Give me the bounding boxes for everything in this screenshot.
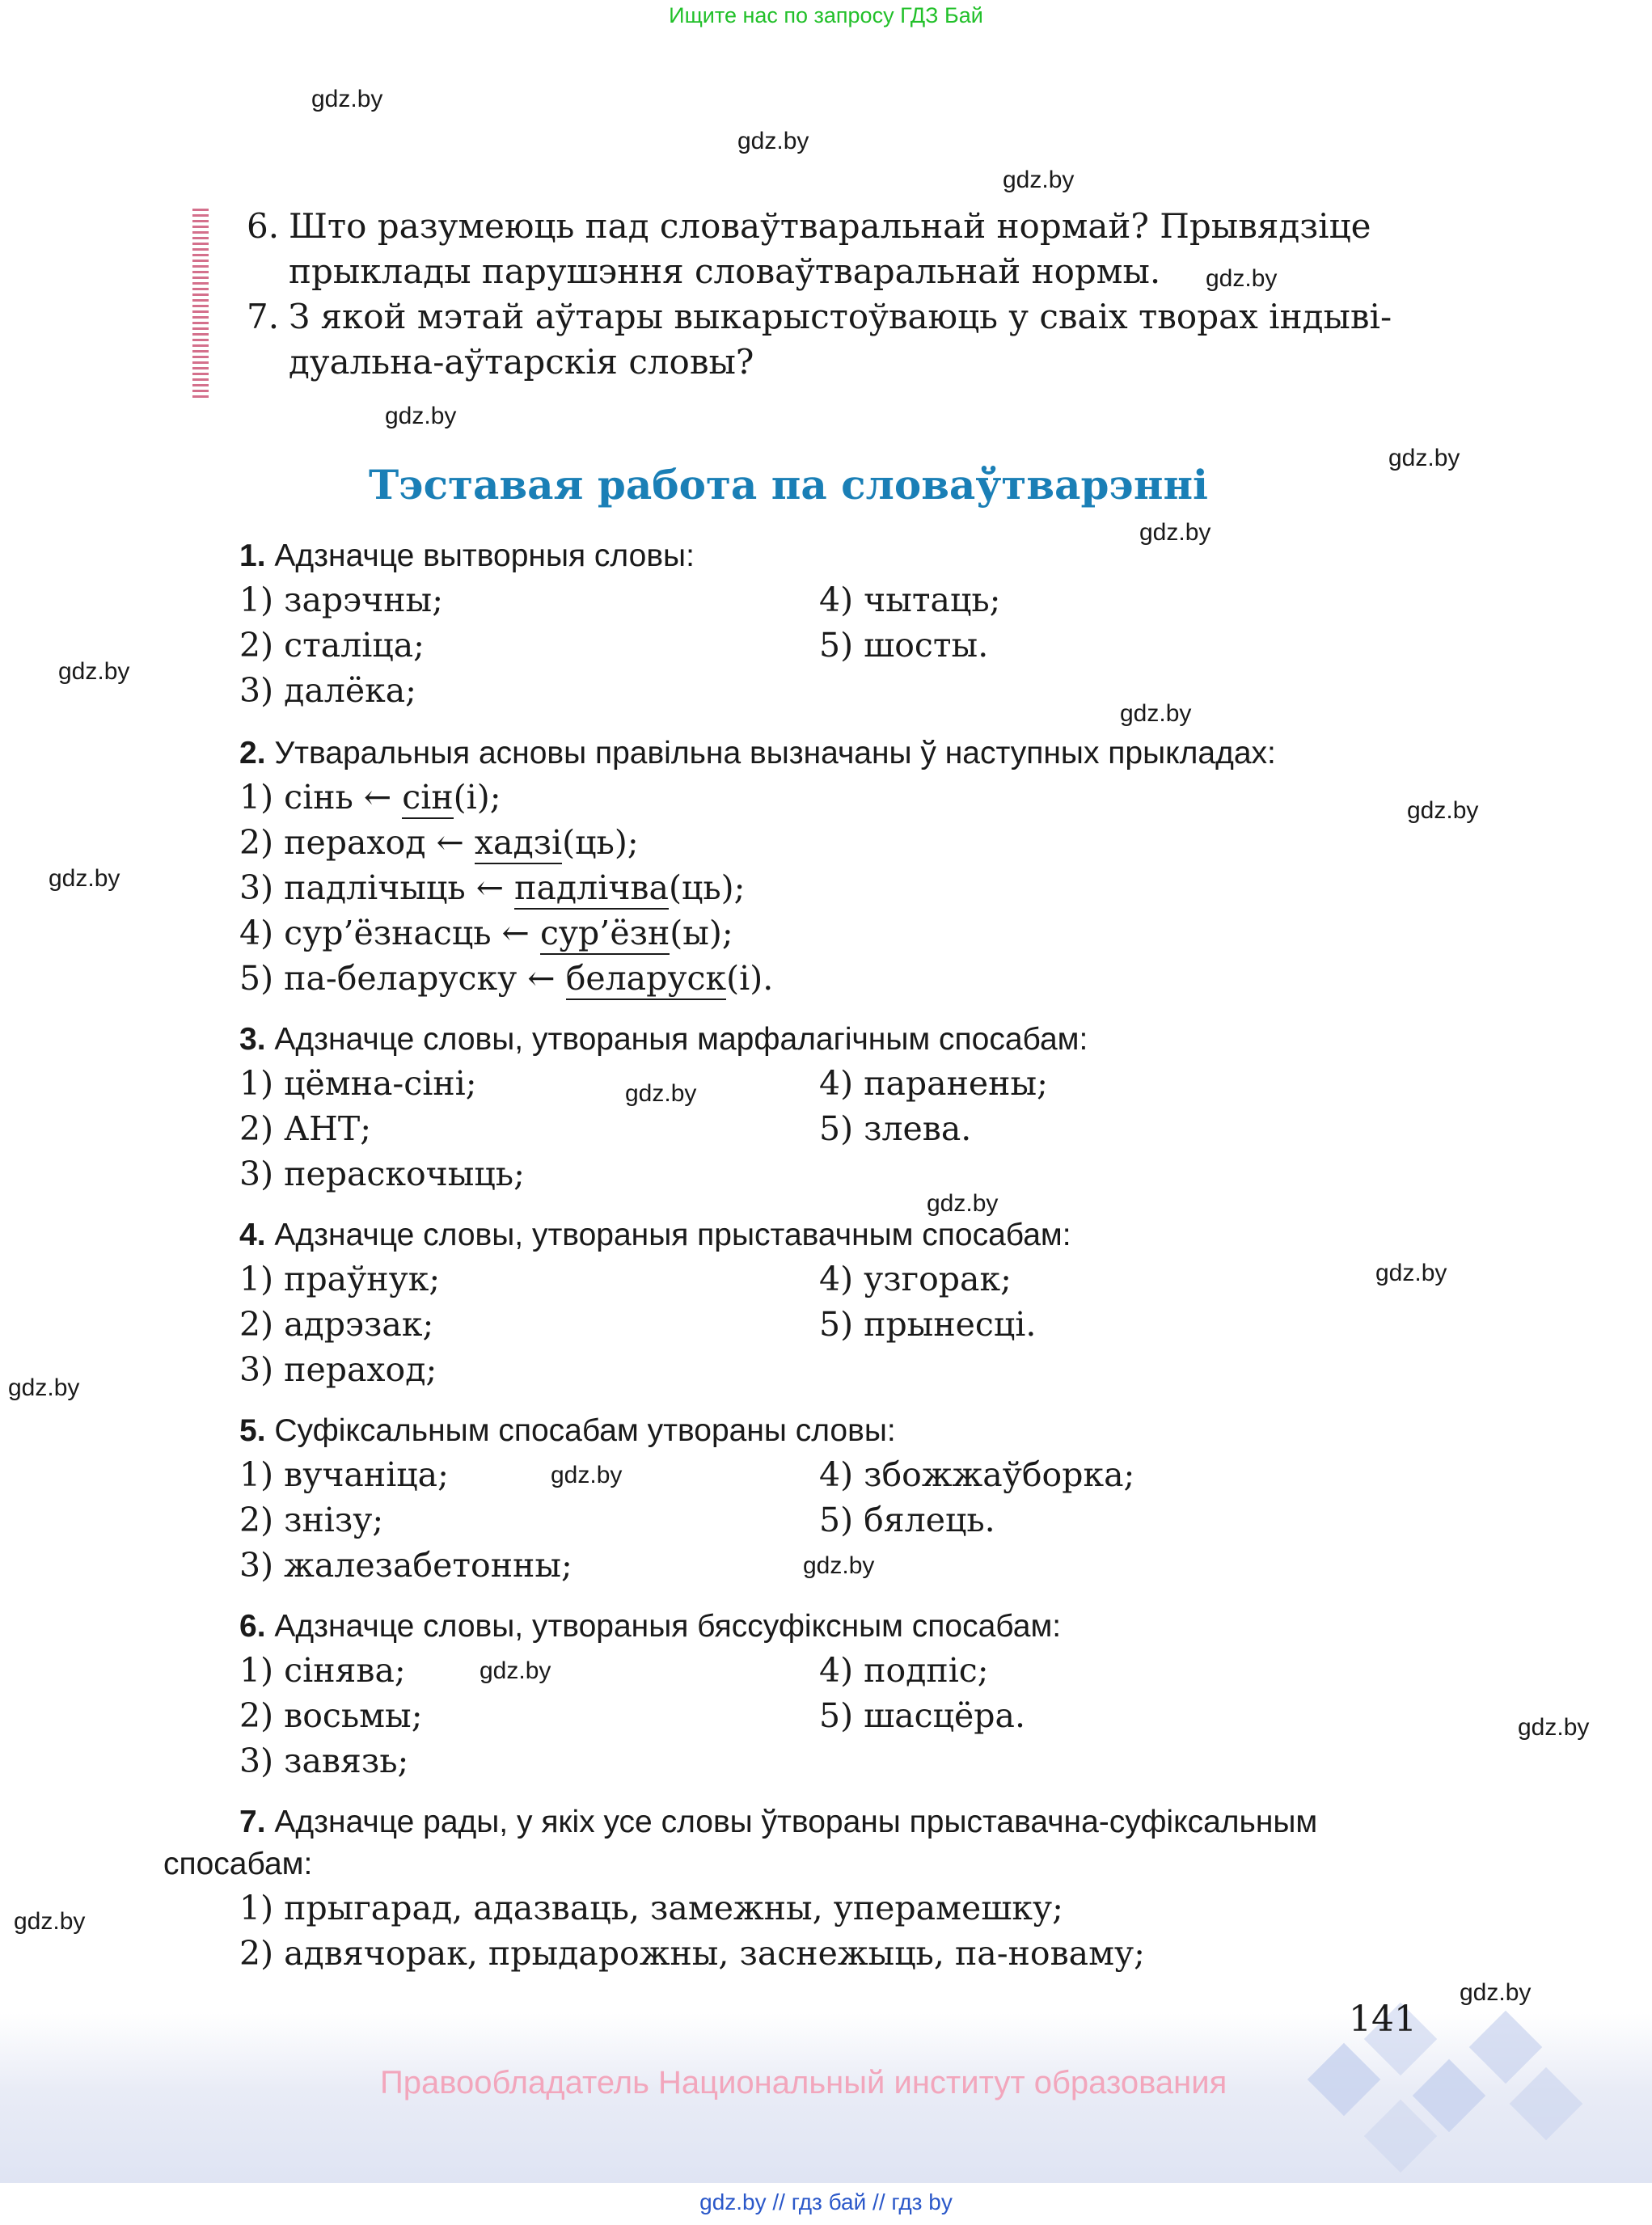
question-text: дуальна-аўтарскія словы? [289,342,754,382]
margin-marker [192,209,209,399]
task-heading-cont: спосабам: [163,1847,313,1881]
task-option: 1) зарэчны; [239,581,444,619]
task-number: 2. [239,736,266,771]
task-option: 2) сталіца; [239,626,425,665]
task-option: 3) далёка; [239,671,416,710]
bottom-links[interactable]: gdz.by // гдз бай // гдз by [699,2189,953,2214]
task-number: 7. [239,1805,266,1839]
task-option: 2) АНТ; [239,1109,372,1148]
task-option: 1) праўнук; [239,1260,441,1298]
question-text: прыклады парушэння словаўтваральнай нормы. [289,251,1161,291]
task-option: 3) завязь; [239,1742,409,1780]
task-option: 2) знізу; [239,1501,384,1539]
underlined-base: беларуск [566,959,726,1000]
question-text: Што разумеюць пад словаўтваральнай нормай? Прывядзіце [289,206,1371,246]
watermark: gdz.by [311,86,383,112]
watermark: gdz.by [480,1657,551,1684]
task-option: 1) прыгарад, адазваць, замежны, уперамешку; [239,1889,1063,1927]
watermark: gdz.by [1375,1260,1447,1286]
question-number: 6. [247,206,280,246]
top-banner: Ищите нас по запросу ГДЗ Бай [669,3,983,27]
watermark: gdz.by [803,1552,875,1579]
page-number: 141 [1349,1999,1417,2040]
task-number: 3. [239,1022,266,1057]
watermark: gdz.by [1460,1979,1532,2006]
task-text: Адзначце рады, у якіх усе словы ўтвораны прыставачна-суфіксальным [274,1805,1318,1839]
task-option: 4) збожжаўборка; [819,1455,1135,1494]
underlined-base: хадзі [475,823,562,864]
underlined-base: падлічва [514,868,669,910]
task-option: 5) злева. [819,1109,972,1148]
task-option: 1) вучаніца; [239,1455,449,1494]
task-heading [239,1413,896,1449]
task-option: 4) узгорак; [819,1260,1012,1298]
task-option: 2) адвячорак, прыдарожны, заснежыць, па-новаму; [239,1934,1145,1973]
task-text: Адзначце словы, утвораныя марфалагічным спосабам: [274,1022,1088,1057]
task-option: 4) сур’ёзнасць ← сур’ёзн(ы); [239,914,733,952]
watermark: gdz.by [625,1080,697,1107]
task-heading [239,1805,1317,1840]
review-question [247,204,1371,249]
watermark: gdz.by [1120,700,1192,727]
review-question-cont [289,249,1160,294]
task-heading [239,538,695,574]
watermark: gdz.by [927,1190,999,1217]
watermark: gdz.by [1518,1714,1590,1741]
watermark: gdz.by [737,128,809,154]
task-heading [239,1609,1061,1644]
task-option: 1) сінь ← сін(і); [239,778,501,817]
task-heading [239,1218,1071,1253]
watermark: gdz.by [1407,797,1479,824]
question-number: 7. [247,297,280,336]
task-number: 5. [239,1413,266,1448]
task-option: 3) жалезабетонны; [239,1546,572,1585]
task-option: 5) прынесці. [819,1305,1037,1344]
question-text: З якой мэтай аўтары выкарыстоўваюць у сваіх творах індыві- [289,297,1392,336]
watermark: gdz.by [14,1908,86,1935]
watermark: gdz.by [1388,445,1460,471]
review-question-cont [289,340,754,385]
task-option: 5) шосты. [819,626,989,665]
watermark: gdz.by [385,403,457,429]
task-text: Адзначце словы, утвораныя прыставачным спосабам: [274,1218,1071,1252]
task-option: 4) подпіс; [819,1651,989,1690]
task-number: 1. [239,538,266,573]
watermark: gdz.by [1139,519,1211,546]
watermark: gdz.by [49,865,120,892]
task-text: Утваральныя асновы правільна вызначаны ў наступных прыкладах: [274,736,1276,771]
task-text: Адзначце словы, утвораныя бяссуфіксным спосабам: [274,1609,1062,1644]
task-text: Суфіксальным спосабам утвораны словы: [274,1413,896,1448]
task-option: 3) пераход; [239,1350,437,1389]
task-number: 4. [239,1218,266,1252]
task-option: 4) паранены; [819,1064,1048,1103]
underlined-base: сур’ёзн [540,914,670,955]
copyright-notice: Правообладатель Национальный институт образования [380,2065,1227,2100]
task-option: 1) цёмна-сіні; [239,1064,477,1103]
task-option: 2) восьмы; [239,1696,423,1735]
review-question [247,294,1392,340]
task-heading [239,1022,1088,1058]
task-option: 2) пераход ← хадзі(ць); [239,823,639,862]
task-option: 5) па-беларуску ← беларуск(і). [239,959,773,998]
task-heading [239,736,1276,771]
watermark: gdz.by [1003,167,1075,193]
task-option: 1) сінява; [239,1651,406,1690]
task-option: 4) чытаць; [819,581,1001,619]
watermark: gdz.by [1206,265,1278,292]
underlined-base: сін [402,778,453,819]
task-number: 6. [239,1609,266,1644]
task-option: 5) шасцёра. [819,1696,1025,1735]
task-option: 3) пераскочыць; [239,1155,525,1193]
watermark: gdz.by [551,1462,623,1488]
watermark: gdz.by [8,1374,80,1401]
section-title: Тэставая работа па словаўтварэнні [368,461,1209,509]
task-option: 2) адрэзак; [239,1305,434,1344]
task-option: 5) бялець. [819,1501,995,1539]
watermark: gdz.by [58,658,130,685]
task-text: Адзначце вытворныя словы: [274,538,695,573]
task-option: 3) падлічыць ← падлічва(ць); [239,868,745,907]
